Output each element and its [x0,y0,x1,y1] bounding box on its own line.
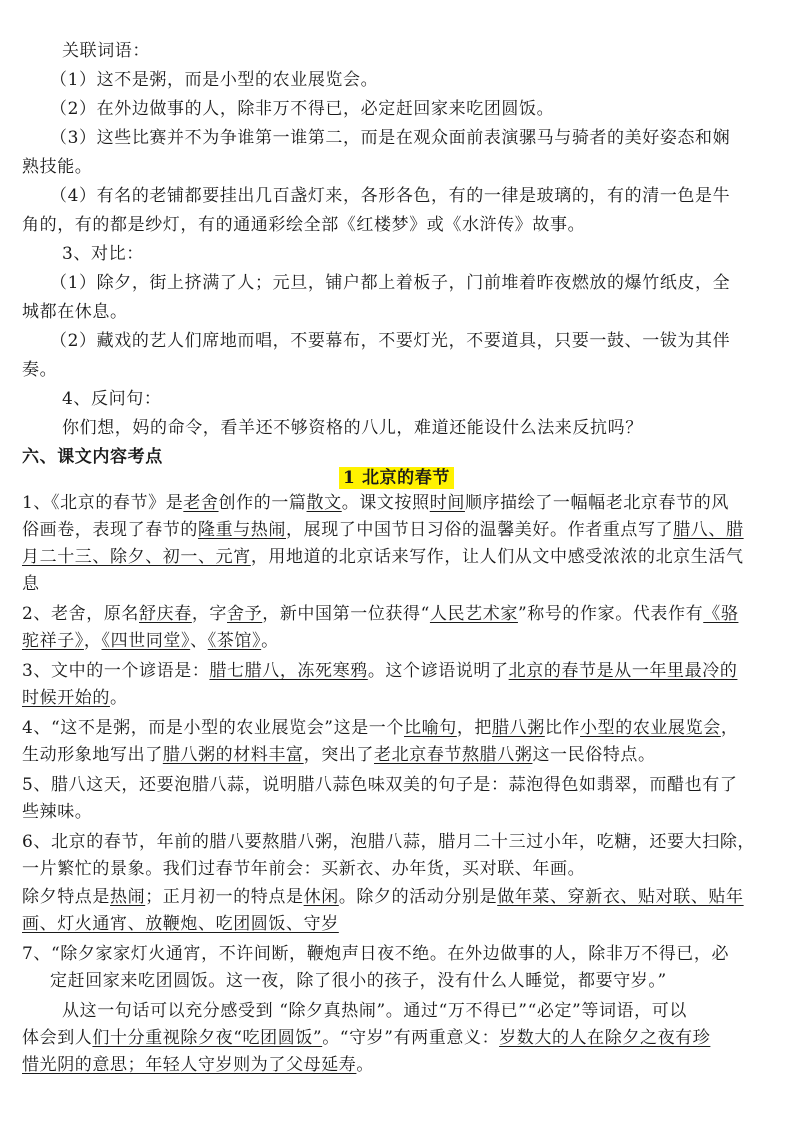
point-7-line-2: 定赶回家来吃团圆饭。这一夜，除了很小的孩子，没有什么人睡觉，都要守岁。” [50,971,667,991]
conjunction-item-2: （2）在外边做事的人，除非万不得已，必定赶回家来吃团圆饭。 [50,99,555,119]
answer-works: 《骆 [703,604,739,624]
conjunction-item-1: （1）这不是粥，而是小型的农业展览会。 [50,70,379,90]
conjunction-item-4-cont: 角的，有的都是纱灯，有的通通彩绘全部《红楼梦》或《水浒传》故事。 [22,215,586,235]
conjunction-item-3: （3）这些比赛并不为争谁第一谁第二，而是在观众面前表演骡马与骑者的美好姿态和娴 [50,128,731,148]
point-7-analysis-3: 惜光阴的意思；年轻人守岁则为了父母延寿。 [22,1055,375,1075]
contrast-item-2: （2）藏戏的艺人们席地而唱，不要幕布，不要灯光，不要道具，只要一鼓、一钹为其伴 [50,331,731,351]
point-4-line-2: 生动形象地写出了腊八粥的材料丰富，突出了老北京春节熬腊八粥这一民俗特点。 [22,745,656,765]
answer-honor-title: 人民艺术家 [429,604,518,624]
answer-focus: 腊八、腊 [673,520,744,540]
point-5-line-2: 些辣味。 [22,802,93,822]
answer-metaphor: 比喻句 [404,718,457,738]
conjunction-item-4: （4）有名的老铺都要挂出几百盏灯来，各形各色，有的一律是玻璃的，有的清一色是牛 [50,186,731,206]
point-6-line-2: 一片繁忙的景象。我们过春节年前会：买新衣、办年货，买对联、年画。 [22,859,586,879]
answer-original-name: 舒庆春 [139,604,192,624]
answer-author: 老舍 [183,493,219,513]
answer-focus-cont: 月二十三、除夕、初一、元宵 [22,547,251,567]
point-3-line-1: 3、文中的一个谚语是：腊七腊八，冻死寒鸦。这个谚语说明了北京的春节是从一年里最冷的 [22,661,738,681]
point-1-line-1: 1、《北京的春节》是老舍创作的一篇散文。课文按照时间顺序描绘了一幅幅老北京春节的风 [22,493,729,513]
answer-proverb-meaning: 北京的春节是从一年里最冷的 [508,661,738,681]
point-7-analysis-1: 从这一句话可以充分感受到 “除夕真热闹”。通过“万不得已”“必定”等词语，可以 [62,1001,687,1021]
section-heading: 六、课文内容考点 [22,447,163,467]
point-6-line-1: 6、北京的春节，年前的腊八要熬腊八粥，泡腊八蒜，腊月二十三过小年，吃糖，还要大扫除， [22,832,756,852]
conjunction-item-3-cont: 熟技能。 [22,157,93,177]
answer-courtesy-name: 舍予 [227,604,263,624]
point-7-line-1: 7、“除夕家家灯火通宵，不许间断，鞭炮声日夜不绝。在外边做事的人，除非万不得已，必 [22,944,730,964]
answer-genre: 散文 [306,493,342,513]
point-2-line-2: 驼祥子》，《四世同堂》、《茶馆》。 [22,631,279,651]
point-2-line-1: 2、老舍，原名舒庆春，字舍予，新中国第一位获得“人民艺术家”称号的作家。代表作有《骆 [22,604,739,624]
point-6-line-4: 画、灯火通宵、放鞭炮、吃团圆饭、守岁 [22,914,339,934]
point-1-line-4: 息 [22,574,40,594]
lesson-title: 1 北京的春节 [339,467,454,489]
point-1-line-3: 月二十三、除夕、初一、元宵，用地道的北京话来写作，让人们从文中感受浓浓的北京生活气 [22,547,744,567]
answer-proverb: 腊七腊八，冻死寒鸦 [209,661,368,681]
label-conjunctions: 关联词语： [62,41,150,61]
contrast-item-1-cont: 城都在休息。 [22,302,128,322]
contrast-item-1: （1）除夕，街上挤满了人；元旦，铺户都上着板子，门前堆着昨夜燃放的爆竹纸皮，全 [50,273,731,293]
answer-theme: 隆重与热闹 [198,520,286,540]
point-7-analysis-2: 体会到人们十分重视除夕夜“吃团圆饭”。“守岁”有两重意义：岁数大的人在除夕之夜有珍 [22,1028,711,1048]
label-contrast: 3、对比： [62,244,144,264]
point-5-line-1: 5、腊八这天，还要泡腊八蒜，说明腊八蒜色味双美的句子是：蒜泡得色如翡翠，而醋也有了 [22,775,738,795]
point-4-line-1: 4、“这不是粥，而是小型的农业展览会”这是一个比喻句，把腊八粥比作小型的农业展览会， [22,718,739,738]
point-3-line-2: 时候开始的。 [22,688,128,708]
point-1-line-2: 俗画卷，表现了春节的隆重与热闹，展现了中国节日习俗的温馨美好。作者重点写了腊八、腊 [22,520,744,540]
answer-order: 时间 [429,493,465,513]
point-6-line-3: 除夕特点是热闹；正月初一的特点是休闲。除夕的活动分别是做年菜、穿新衣、贴对联、贴年 [22,887,744,907]
rhetorical-sentence: 你们想，妈的命令，看羊还不够资格的八儿，难道还能设什么法来反抗吗？ [62,418,643,438]
contrast-item-2-cont: 奏。 [22,360,58,380]
label-rhetorical: 4、反问句： [62,389,162,409]
